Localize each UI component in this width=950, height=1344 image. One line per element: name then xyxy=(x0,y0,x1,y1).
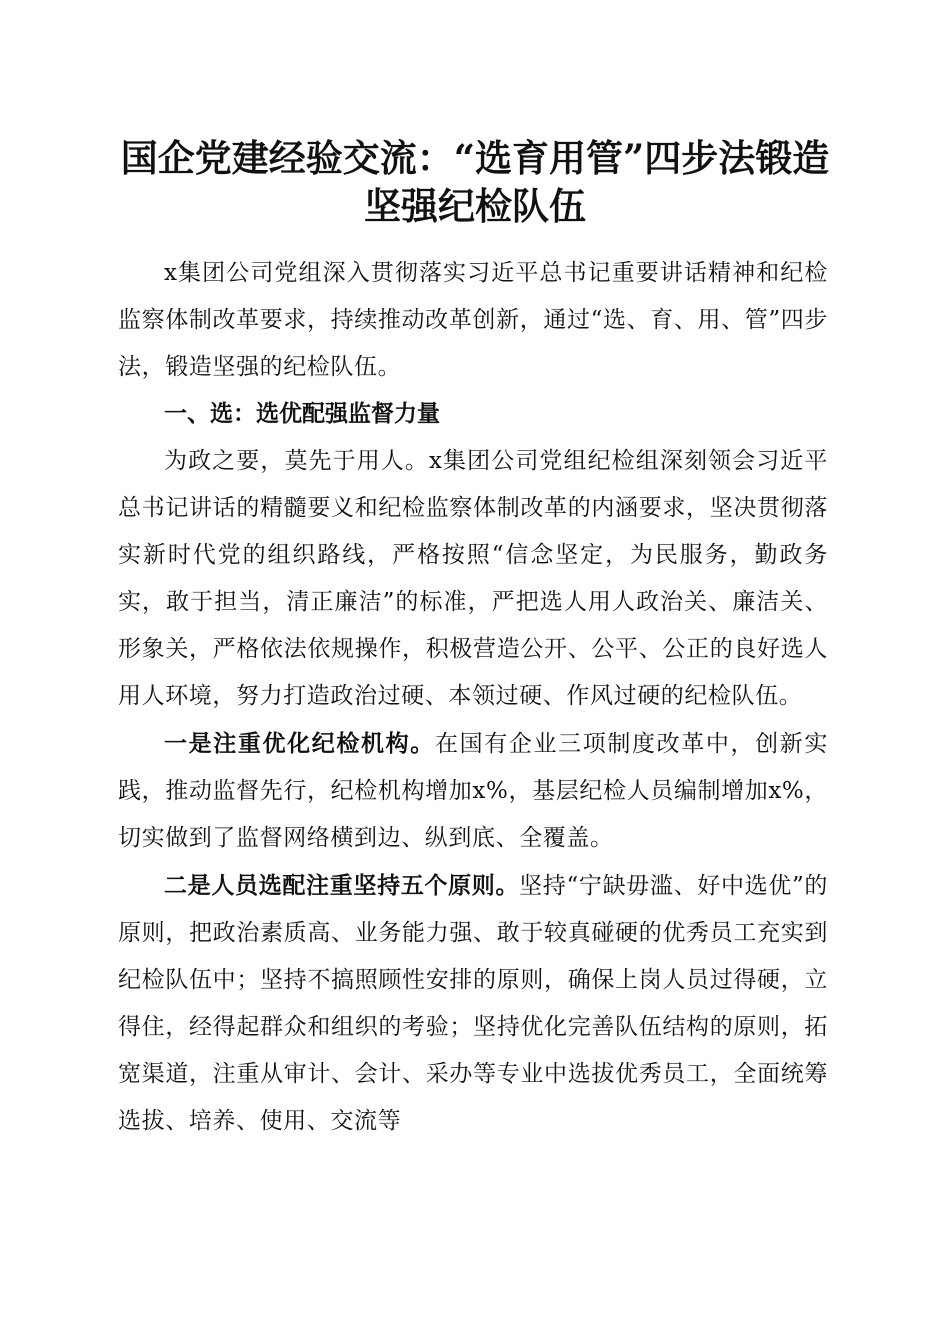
point-1-paragraph xyxy=(118,720,828,862)
point-1-text: 在国有企业三项制度改革中，创新实践，推动监督先行，纪检机构增加x%，基层纪检人员编制增加x%，切实做到了监督网络横到边、纵到底、全覆盖。 xyxy=(118,731,828,851)
section-1-paragraph: 为政之要，莫先于用人。x集团公司党组纪检组深刻领会习近平总书记讲话的精髓要义和纪检监察体制改革的内涵要求，坚决贯彻落实新时代党的组织路线，严格按照“信念坚定，为民服务，勤政务实，敢于担当，清正廉洁”的标准，严把选人用人政治关、廉洁关、形象关，严格依法依规操作，积极营造公开、公平、公正的良好选人用人环境，努力打造政治过硬、本领过硬、作风过硬的纪检队伍。 xyxy=(118,448,828,709)
section-1-heading: 一、选：选优配强监督力量 xyxy=(164,401,440,427)
document-title-line-1: 国企党建经验交流：“选育用管”四步法锻造 xyxy=(120,136,830,180)
point-2-text: 坚持“宁缺毋滥、好中选优”的原则，把政治素质高、业务能力强、敢于较真碰硬的优秀员工充实到纪检队伍中；坚持不搞照顾性安排的原则，确保上岗人员过得硬，立得住，经得起群众和组织的考验；坚持优化完善队伍结构的原则，拓宽渠道，注重从审计、会计、采办等专业中选拔优秀员工，全面统筹选拔、培养、使用、交流等 xyxy=(118,873,829,1134)
document-body xyxy=(118,250,828,1145)
point-2-lead: 二是人员选配注重坚持五个原则。 xyxy=(164,872,520,899)
intro-paragraph: x集团公司党组深入贯彻落实习近平总书记重要讲话精神和纪检监察体制改革要求，持续推动改革创新，通过“选、育、用、管”四步法，锻造坚强的纪检队伍。 xyxy=(118,260,828,380)
point-1-lead: 一是注重优化纪检机构。 xyxy=(164,730,435,757)
point-2-paragraph xyxy=(118,862,828,1145)
document-title-line-2: 坚强纪检队伍 xyxy=(364,184,586,228)
